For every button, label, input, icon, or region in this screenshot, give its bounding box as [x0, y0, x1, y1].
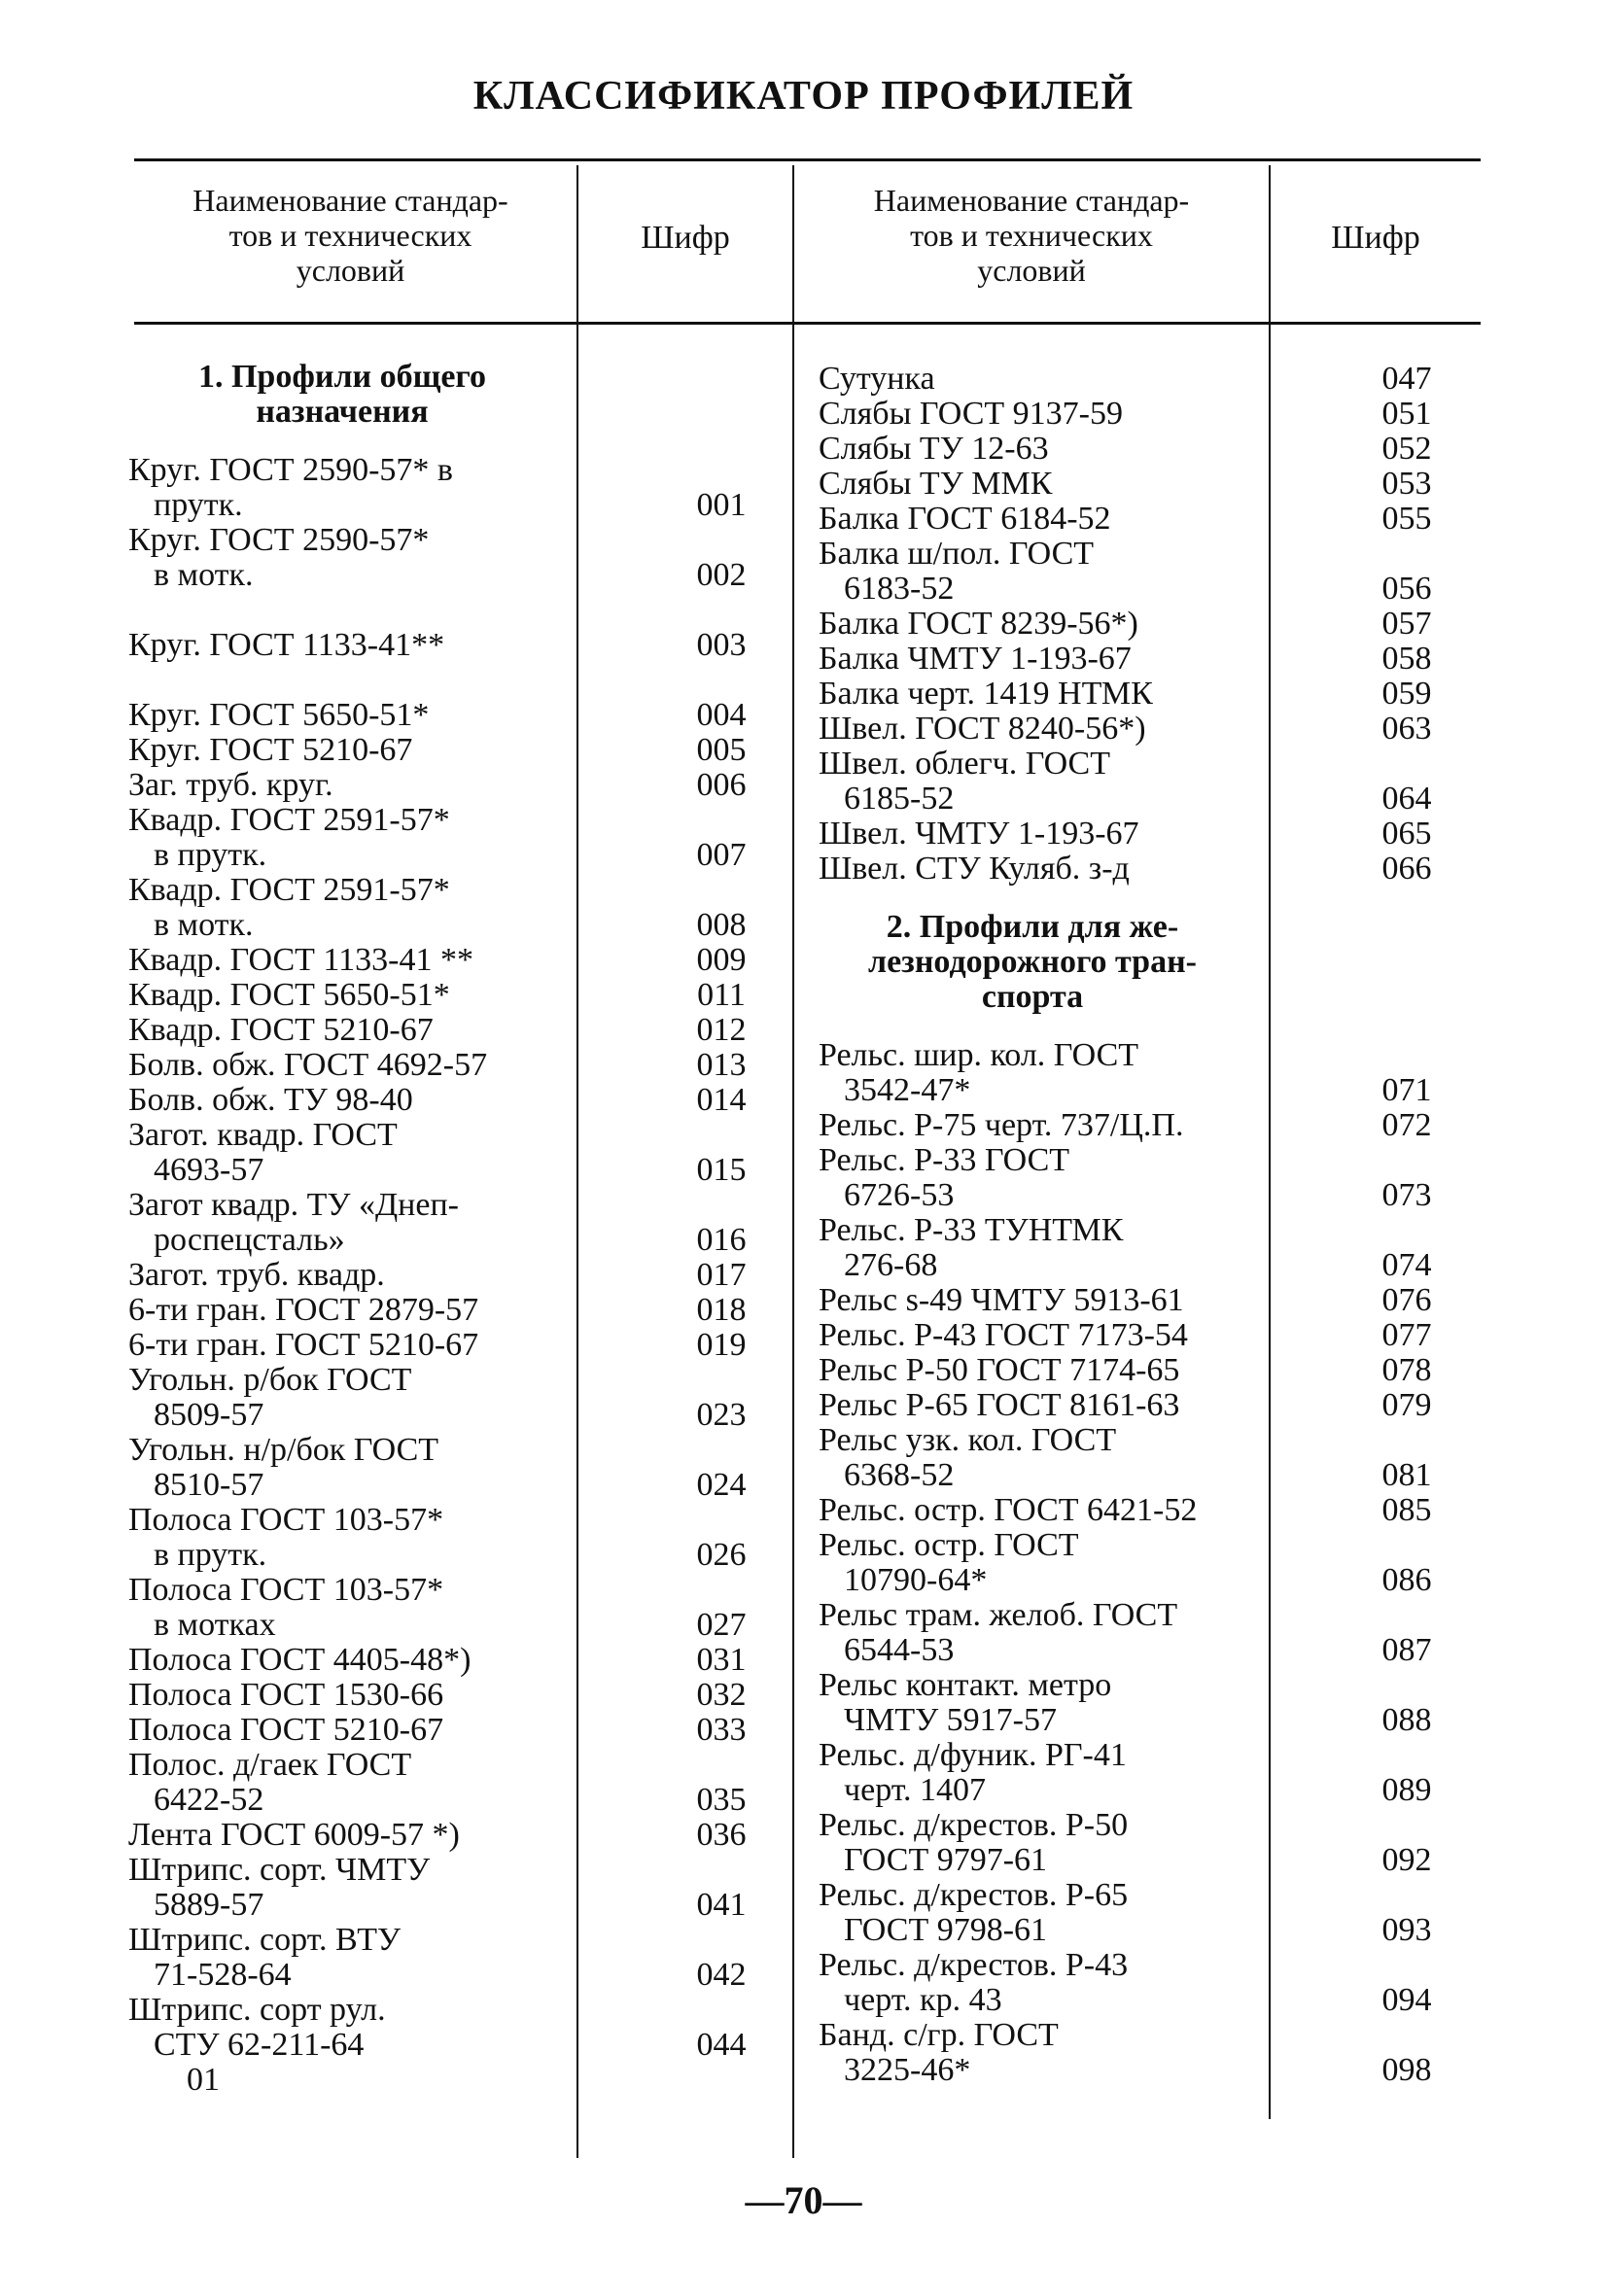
entry-code: 003: [696, 627, 747, 663]
list-item: [128, 1747, 747, 1818]
left-column: [128, 359, 747, 2098]
entry-code: 044: [696, 2027, 747, 2063]
entry-name: Слябы ГОСТ 9137-59: [819, 396, 1123, 432]
entry-name: Рельс узк. кол. ГОСТ: [819, 1422, 1117, 1458]
entry-code: 052: [1381, 431, 1432, 467]
entry-code: 057: [1381, 606, 1432, 642]
list-item: [819, 466, 1432, 502]
entry-code: 036: [696, 1817, 747, 1853]
list-item: [128, 732, 747, 768]
entry-name: Швел. ЧМТУ 1-193-67: [819, 816, 1139, 852]
page-title: КЛАССИФИКАТОР ПРОФИЛЕЙ: [472, 74, 1135, 119]
entry-name: Полоса ГОСТ 1530-66: [128, 1677, 444, 1713]
list-item: [128, 1292, 747, 1328]
list-item: [819, 1387, 1432, 1423]
entry-code: 012: [696, 1012, 747, 1048]
list-item: [819, 361, 1432, 397]
entry-code: 051: [1381, 396, 1432, 432]
entry-name: Полоса ГОСТ 4405-48*): [128, 1642, 472, 1678]
entry-code: 015: [696, 1152, 747, 1188]
list-item: [819, 1422, 1432, 1493]
entry-code: 081: [1381, 1457, 1432, 1493]
entry-name: Круг. ГОСТ 5650-51*: [128, 697, 430, 733]
entry-name-continued: черт. кр. 43: [844, 1982, 1002, 2018]
entry-name-continued: в мотк.: [154, 907, 254, 943]
list-item: [819, 1947, 1432, 2018]
entry-name: Квадр. ГОСТ 5650-51*: [128, 977, 450, 1013]
entry-name-continued: 6185-52: [844, 781, 955, 817]
entry-code: 005: [696, 732, 747, 768]
entry-code: 008: [696, 907, 747, 943]
entry-name: Рельс. Р-33 ТУНТМК: [819, 1212, 1124, 1248]
entry-code: 093: [1381, 1912, 1432, 1948]
entry-code: 023: [696, 1397, 747, 1433]
entry-name: Балка ГОСТ 8239-56*): [819, 606, 1138, 642]
entry-name: Рельс. Р-33 ГОСТ: [819, 1142, 1070, 1178]
header-code-left: Шифр: [641, 220, 730, 256]
entry-name-continued: в мотк.: [154, 557, 254, 593]
entry-name: Рельс. шир. кол. ГОСТ: [819, 1037, 1139, 1073]
entry-name: Балка ГОСТ 6184-52: [819, 501, 1111, 537]
list-item: [819, 1667, 1432, 1738]
entry-name-continued: ЧМТУ 5917-57: [844, 1702, 1057, 1738]
right-entries-a: [819, 361, 1432, 887]
entry-name-continued: 3542-47*: [844, 1072, 971, 1108]
entry-name-continued: в мотках: [154, 1607, 276, 1643]
entry-code: 074: [1381, 1247, 1432, 1283]
list-item: [128, 1362, 747, 1433]
entry-name-continued: ГОСТ 9797-61: [844, 1842, 1048, 1878]
entry-code: 056: [1381, 571, 1432, 607]
entry-code: 071: [1381, 1072, 1432, 1108]
entry-name-continued: 3225-46*: [844, 2052, 971, 2088]
entry-name: Круг. ГОСТ 1133-41**: [128, 627, 445, 663]
entry-name: Лента ГОСТ 6009-57 *): [128, 1817, 460, 1853]
entry-name: Штрипс. сорт. ЧМТУ: [128, 1852, 431, 1888]
entry-name-continued: 6183-52: [844, 571, 955, 607]
list-item: [128, 1992, 747, 2098]
entry-name: Загот квадр. ТУ «Днеп-: [128, 1187, 459, 1223]
entry-name: Круг. ГОСТ 5210-67: [128, 732, 413, 768]
list-item: [128, 1817, 747, 1853]
entry-code: 055: [1381, 501, 1432, 537]
entry-code: 047: [1381, 361, 1432, 397]
list-item: [128, 767, 747, 803]
entry-name: Балка ЧМТУ 1-193-67: [819, 641, 1132, 677]
entry-name-continued: 6544-53: [844, 1632, 955, 1668]
entry-code: 085: [1381, 1492, 1432, 1528]
entry-name-continued: 8510-57: [154, 1467, 264, 1503]
entry-name: Угольн. н/р/бок ГОСТ: [128, 1432, 439, 1468]
entry-name: Балка ш/пол. ГОСТ: [819, 536, 1095, 572]
entry-code: 002: [696, 557, 747, 593]
list-item: [128, 1852, 747, 1923]
entry-name: Рельс. д/крестов. Р-50: [819, 1807, 1129, 1843]
list-item: [128, 1677, 747, 1713]
entry-code: 072: [1381, 1107, 1432, 1143]
entry-name-continued: 5889-57: [154, 1887, 264, 1923]
list-item: [128, 942, 747, 978]
entry-code: 087: [1381, 1632, 1432, 1668]
list-item: [128, 1502, 747, 1573]
list-item: [819, 1737, 1432, 1808]
entry-code: 098: [1381, 2052, 1432, 2088]
list-item: [819, 2017, 1432, 2088]
list-item: [128, 627, 747, 663]
entry-code: 014: [696, 1082, 747, 1118]
entry-code: 035: [696, 1782, 747, 1818]
entry-name: Сутунка: [819, 361, 935, 397]
entry-code: 024: [696, 1467, 747, 1503]
list-item: [819, 1352, 1432, 1388]
list-item: [128, 1572, 747, 1643]
list-item: [819, 606, 1432, 642]
list-item: [128, 1327, 747, 1363]
entry-name-continued: прутк.: [154, 487, 243, 523]
entry-name: Рельс контакт. метро: [819, 1667, 1112, 1703]
entry-name: Квадр. ГОСТ 1133-41 **: [128, 942, 473, 978]
header-rule: [134, 322, 1481, 325]
entry-code: 058: [1381, 641, 1432, 677]
entry-code: 009: [696, 942, 747, 978]
entry-code: 086: [1381, 1562, 1432, 1598]
list-item: [128, 1047, 747, 1083]
entry-name: 6-ти гран. ГОСТ 2879-57: [128, 1292, 479, 1328]
entry-name-continued: в прутк.: [154, 1537, 267, 1573]
entry-name: Квадр. ГОСТ 5210-67: [128, 1012, 434, 1048]
entry-code: 026: [696, 1537, 747, 1573]
entry-name: Слябы ТУ 12-63: [819, 431, 1049, 467]
entry-name-continued: 10790-64*: [844, 1562, 988, 1598]
entry-code: 017: [696, 1257, 747, 1293]
list-item: [819, 1107, 1432, 1143]
entry-code: 077: [1381, 1317, 1432, 1353]
entry-name: Угольн. р/бок ГОСТ: [128, 1362, 412, 1398]
entry-code: 073: [1381, 1177, 1432, 1213]
entry-name-continued: 8509-57: [154, 1397, 264, 1433]
entry-name-continued: 4693-57: [154, 1152, 264, 1188]
section-general: 1. Профили общего назначения: [197, 359, 487, 430]
list-item: [819, 851, 1432, 887]
list-item: [819, 1282, 1432, 1318]
left-entries: [128, 452, 747, 2098]
entry-code: 092: [1381, 1842, 1432, 1878]
section-railway: 2. Профили для же- лезнодорожного тран- спорта: [868, 909, 1197, 1015]
right-column: [819, 361, 1432, 2088]
right-entries-b: [819, 1037, 1432, 2088]
entry-code: 033: [696, 1712, 747, 1748]
list-item: [128, 1187, 747, 1258]
entry-name: Швел. СТУ Куляб. з-д: [819, 851, 1130, 887]
entry-code: 078: [1381, 1352, 1432, 1388]
entry-name: Рельс. остр. ГОСТ 6421-52: [819, 1492, 1198, 1528]
entry-name: 6-ти гран. ГОСТ 5210-67: [128, 1327, 479, 1363]
entry-name: Заг. труб. круг.: [128, 767, 333, 803]
entry-name: Швел. ГОСТ 8240-56*): [819, 711, 1146, 747]
entry-name: Рельс Р-65 ГОСТ 8161-63: [819, 1387, 1180, 1423]
entry-name: Рельс. д/фуник. РГ-41: [819, 1737, 1127, 1773]
list-item: [819, 1527, 1432, 1598]
list-item: [819, 1597, 1432, 1668]
list-item: [819, 1142, 1432, 1213]
entry-name: Полос. д/гаек ГОСТ: [128, 1747, 412, 1783]
entry-code: 013: [696, 1047, 747, 1083]
list-item: [819, 396, 1432, 432]
entry-code: 031: [696, 1642, 747, 1678]
entry-code: 089: [1381, 1772, 1432, 1808]
entry-code: 066: [1381, 851, 1432, 887]
entry-name: Квадр. ГОСТ 2591-57*: [128, 872, 450, 908]
list-item: [128, 802, 747, 873]
list-item: [819, 711, 1432, 747]
entry-name: Рельс. Р-43 ГОСТ 7173-54: [819, 1317, 1188, 1353]
entry-name: Рельс s-49 ЧМТУ 5913-61: [819, 1282, 1184, 1318]
entry-code: 065: [1381, 816, 1432, 852]
list-item: [128, 1257, 747, 1293]
entry-code: 041: [696, 1887, 747, 1923]
entry-code: 094: [1381, 1982, 1432, 2018]
entry-name: Рельс Р-50 ГОСТ 7174-65: [819, 1352, 1180, 1388]
entry-code: 011: [697, 977, 746, 1013]
entry-name-continued: в прутк.: [154, 837, 267, 873]
entry-name-continued: роспецсталь»: [154, 1222, 345, 1258]
list-item: [819, 1807, 1432, 1878]
entry-code: 059: [1381, 676, 1432, 712]
entry-name-continued: черт. 1407: [844, 1772, 987, 1808]
entry-code: 019: [696, 1327, 747, 1363]
entry-name: Слябы ТУ ММК: [819, 466, 1053, 502]
entry-name: Швел. облегч. ГОСТ: [819, 746, 1110, 782]
entry-name: Банд. с/гр. ГОСТ: [819, 2017, 1059, 2053]
entry-name: Рельс. д/крестов. Р-43: [819, 1947, 1129, 1983]
list-item: [128, 1922, 747, 1993]
entry-name-continued: 276-68: [844, 1247, 938, 1283]
entry-code: 006: [696, 767, 747, 803]
list-item: [128, 1642, 747, 1678]
list-item: [128, 697, 747, 733]
entry-code: 018: [696, 1292, 747, 1328]
list-item: [819, 536, 1432, 607]
list-item: [819, 816, 1432, 852]
page-number: —70—: [745, 2178, 862, 2222]
entry-code: 007: [696, 837, 747, 873]
entry-name: Полоса ГОСТ 103-57*: [128, 1572, 444, 1608]
list-item: [819, 676, 1432, 712]
list-item: [819, 1317, 1432, 1353]
list-item: [819, 1877, 1432, 1948]
list-item: [128, 1012, 747, 1048]
entry-name: Балка черт. 1419 НТМК: [819, 676, 1153, 712]
entry-name: Квадр. ГОСТ 2591-57*: [128, 802, 450, 838]
entry-code: 004: [696, 697, 747, 733]
entry-name: Рельс. остр. ГОСТ: [819, 1527, 1079, 1563]
entry-code: 016: [696, 1222, 747, 1258]
entry-code: 027: [696, 1607, 747, 1643]
entry-name-continued: 01: [187, 2062, 220, 2098]
entry-name-continued: 71-528-64: [154, 1957, 292, 1993]
list-item: [819, 1492, 1432, 1528]
entry-name-continued: СТУ 62-211-64: [154, 2027, 365, 2063]
top-rule: [134, 158, 1481, 161]
entry-name-continued: 6726-53: [844, 1177, 955, 1213]
list-item: [819, 431, 1432, 467]
list-item: [128, 1432, 747, 1503]
entry-name: Болв. обж. ТУ 98-40: [128, 1082, 413, 1118]
entry-name: Круг. ГОСТ 2590-57*: [128, 522, 430, 558]
entry-code: 076: [1381, 1282, 1432, 1318]
entry-name: Рельс. д/крестов. Р-65: [819, 1877, 1129, 1913]
entry-name: Штрипс. сорт рул.: [128, 1992, 386, 2028]
entry-name-continued: ГОСТ 9798-61: [844, 1912, 1048, 1948]
list-item: [819, 1212, 1432, 1283]
list-item: [128, 977, 746, 1013]
entry-code: 063: [1381, 711, 1432, 747]
entry-code: 079: [1381, 1387, 1432, 1423]
entry-name: Болв. обж. ГОСТ 4692-57: [128, 1047, 488, 1083]
list-item: [128, 452, 747, 523]
entry-code: 053: [1381, 466, 1432, 502]
entry-code: 042: [696, 1957, 747, 1993]
list-item: [128, 522, 747, 593]
list-item: [128, 872, 747, 943]
entry-code: 088: [1381, 1702, 1432, 1738]
entry-name: Круг. ГОСТ 2590-57* в: [128, 452, 453, 488]
list-item: [819, 746, 1432, 817]
entry-name: Полоса ГОСТ 5210-67: [128, 1712, 444, 1748]
divider-3: [1269, 165, 1271, 2119]
list-item: [819, 1037, 1432, 1108]
divider-1: [576, 165, 578, 2158]
entry-name: Штрипс. сорт. ВТУ: [128, 1922, 402, 1958]
entry-name: Рельс трам. желоб. ГОСТ: [819, 1597, 1178, 1633]
entry-name: Полоса ГОСТ 103-57*: [128, 1502, 444, 1538]
entry-code: 001: [696, 487, 747, 523]
entry-name: Рельс. Р-75 черт. 737/Ц.П.: [819, 1107, 1184, 1143]
list-item: [819, 641, 1432, 677]
entry-name: Загот. труб. квадр.: [128, 1257, 385, 1293]
header-name-left: Наименование стандар- тов и технических условий: [192, 183, 508, 288]
list-item: [128, 1712, 747, 1748]
entry-name-continued: 6368-52: [844, 1457, 955, 1493]
list-item: [819, 501, 1432, 537]
entry-name-continued: 6422-52: [154, 1782, 264, 1818]
header-name-right: Наименование стандар- тов и технических условий: [873, 183, 1190, 288]
entry-name: Загот. квадр. ГОСТ: [128, 1117, 398, 1153]
list-item: [128, 1082, 747, 1118]
entry-code: 064: [1381, 781, 1432, 817]
header-code-right: Шифр: [1331, 220, 1420, 256]
entry-code: 032: [696, 1677, 747, 1713]
list-item: [128, 1117, 747, 1188]
